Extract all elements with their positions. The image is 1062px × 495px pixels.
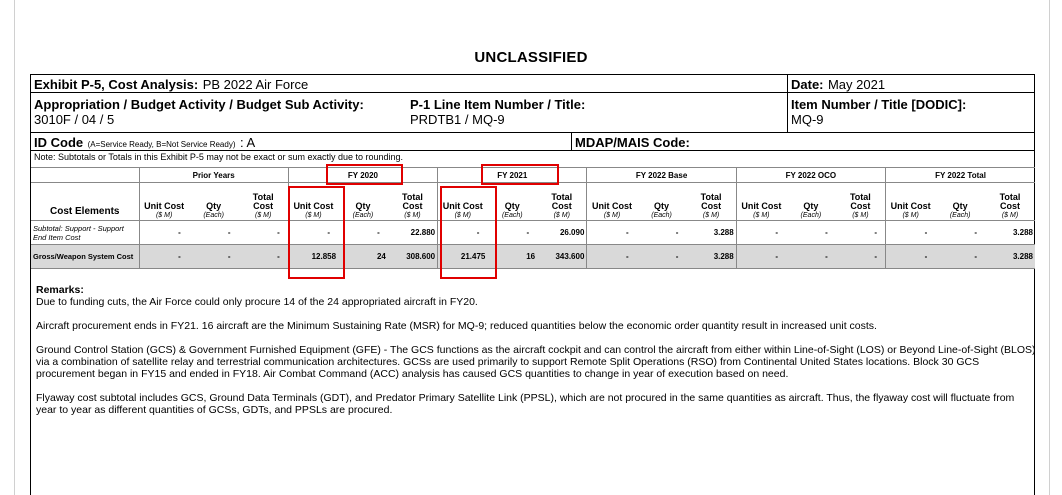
table-cell: - (338, 221, 388, 245)
column-header (886, 183, 936, 221)
table-cell: - (736, 221, 786, 245)
column-header (935, 183, 985, 221)
exhibit-value: PB 2022 Air Force (202, 77, 309, 92)
column-header (239, 183, 289, 221)
column-units: ($ M) (255, 212, 272, 219)
column-title: Total (402, 192, 423, 202)
table-cell: - (139, 221, 189, 245)
column-units: (Each) (949, 212, 971, 219)
table-cell: - (438, 221, 488, 245)
table-row (31, 221, 1035, 245)
column-header (786, 183, 836, 221)
id-code-label: ID Code (34, 135, 84, 150)
table-cell: - (836, 221, 886, 245)
table-cell: - (189, 245, 239, 269)
column-units: (Each) (203, 212, 224, 219)
column-header (736, 183, 786, 221)
table-cell: 21.475 (438, 245, 488, 269)
exhibit-header-row (31, 75, 1034, 93)
column-units: ($ M) (852, 212, 869, 219)
column-title: Qty (206, 201, 222, 211)
table-cell: - (637, 221, 687, 245)
table-row (31, 245, 1035, 269)
column-header (686, 183, 736, 221)
table-cell: - (587, 221, 637, 245)
table-cell: - (637, 245, 687, 269)
cost-table (31, 167, 1035, 269)
table-cell: - (239, 221, 289, 245)
table-cell: 24 (338, 245, 388, 269)
row-label: Gross/Weapon System Cost (31, 245, 139, 269)
column-header (537, 183, 587, 221)
column-units: ($ M) (603, 212, 621, 219)
column-units: ($ M) (155, 212, 173, 219)
column-header (189, 183, 239, 221)
item-number-value: MQ-9 (791, 112, 824, 127)
column-title: Cost (253, 201, 274, 211)
table-cell: - (288, 221, 338, 245)
column-title: Unit Cost (442, 201, 483, 211)
classification-banner: UNCLASSIFIED (474, 49, 588, 66)
p1-line-item-label: P-1 Line Item Number / Title: (410, 97, 586, 112)
column-header (836, 183, 886, 221)
table-cell: 26.090 (537, 221, 587, 245)
column-title: Qty (504, 201, 520, 211)
remark-paragraph: Due to funding cuts, the Air Force could only procure 14 of the 24 appropriated aircraft in FY20. (36, 296, 478, 308)
group-header: FY 2022 OCO (736, 168, 885, 183)
table-cell: - (587, 245, 637, 269)
p1-line-item-value: PRDTB1 / MQ-9 (410, 112, 505, 127)
id-code-row (31, 133, 1034, 151)
column-title: Total (999, 192, 1021, 202)
group-header: FY 2020 (288, 168, 437, 183)
column-title: Total (551, 192, 573, 202)
appropriation-label: Appropriation / Budget Activity / Budget Sub Activity: (34, 97, 364, 112)
group-header: Prior Years (139, 168, 288, 183)
column-header (438, 183, 488, 221)
table-cell: 12.858 (288, 245, 338, 269)
group-header: FY 2021 (438, 168, 587, 183)
column-title: Cost (1000, 201, 1021, 211)
column-title: Unit Cost (890, 201, 931, 211)
column-units: ($ M) (454, 212, 471, 219)
remark-paragraph: Flyaway cost subtotal includes GCS, Ground Data Terminals (GDT), and Predator Primary Satellite Link (PPSL), which are not procured in the same quantities as aircraft. Thus, the flyaway cost will fluctuate from year to year as different quantities of GCSs, GDTs, and PPSLs are procured. (36, 392, 1015, 416)
column-title: Cost (701, 201, 722, 211)
column-header (487, 183, 537, 221)
table-cell: 3.288 (985, 245, 1035, 269)
column-title: Cost (850, 201, 871, 211)
column-title: Qty (803, 201, 819, 211)
table-cell: 343.600 (537, 245, 587, 269)
table-cell: - (786, 221, 836, 245)
table-cell: - (736, 245, 786, 269)
table-cell: 3.288 (686, 221, 736, 245)
column-header (388, 183, 438, 221)
remarks-title: Remarks: (36, 284, 84, 296)
column-units: (Each) (651, 212, 672, 219)
column-units: ($ M) (305, 212, 322, 219)
column-units: (Each) (501, 212, 523, 219)
appropriation-value: 3010F / 04 / 5 (34, 112, 115, 127)
rounding-note: Note: Subtotals or Totals in this Exhibit P-5 may not be exact or sum exactly due to rounding. (34, 152, 404, 162)
item-number-label: Item Number / Title [DODIC]: (791, 97, 967, 112)
table-cell: - (487, 221, 537, 245)
row-label: Subtotal: Support - Support End Item Cost (31, 221, 139, 245)
column-units: ($ M) (702, 212, 720, 219)
column-units: ($ M) (404, 212, 421, 219)
column-units: ($ M) (553, 212, 570, 219)
column-title: Cost (551, 201, 572, 211)
column-title: Unit Cost (144, 201, 185, 211)
column-title: Unit Cost (741, 201, 782, 211)
column-header (139, 183, 189, 221)
column-title: Qty (952, 201, 968, 211)
table-cell: 308.600 (388, 245, 438, 269)
appropriation-row (31, 93, 1034, 133)
column-units: ($ M) (902, 212, 919, 219)
column-header (288, 183, 338, 221)
table-cell: 16 (487, 245, 537, 269)
table-cell: - (886, 221, 936, 245)
column-units: (Each) (352, 212, 374, 219)
column-title: Unit Cost (293, 201, 334, 211)
remark-paragraph: Aircraft procurement ends in FY21. 16 aircraft are the Minimum Sustaining Rate (MSR) for MQ-9; reduced quantities below the economic order quantity result in increased unit costs. (36, 320, 877, 332)
column-header (587, 183, 637, 221)
exhibit-label: Exhibit P-5, Cost Analysis: (34, 77, 199, 92)
column-title: Total (849, 192, 871, 202)
date-label: Date: (791, 77, 824, 92)
id-code-value: : A (239, 135, 256, 150)
date-value: May 2021 (827, 77, 886, 92)
table-cell: - (139, 245, 189, 269)
column-title: Total (700, 192, 722, 202)
group-header: FY 2022 Total (886, 168, 1035, 183)
column-title: Cost (402, 201, 423, 211)
column-title: Unit Cost (592, 201, 633, 211)
table-cell: - (786, 245, 836, 269)
group-header-row (31, 168, 1035, 183)
table-cell: 22.880 (388, 221, 438, 245)
table-cell: - (886, 245, 936, 269)
column-header (637, 183, 687, 221)
column-title: Qty (654, 201, 670, 211)
column-units: ($ M) (1001, 212, 1019, 219)
mdap-label: MDAP/MAIS Code: (575, 135, 690, 150)
cost-elements-header: Cost Elements (50, 206, 120, 217)
table-cell: - (189, 221, 239, 245)
remarks-section (36, 284, 1036, 428)
id-code-hint: (A=Service Ready, B=Not Service Ready) (87, 140, 236, 149)
column-header (985, 183, 1035, 221)
remark-paragraph: Ground Control Station (GCS) & Government Furnished Equipment (GFE) - The GCS functions as the aircraft cockpit and can control the aircraft from either within Line-of-Sight (LOS) or Beyond Line-of-Sight (BLOS) via a combination of satellite relay and terrestrial communication architectures. GCSs are used primarily to support Remote Split Operations (RSO) from Continental United States locations. Block 30 GCS procurement began in FY15 and ended in FY18. Air Combat Command (ACC) analysis has caused GCS quantities to change in year of execution based on need. (36, 344, 1036, 380)
column-units: ($ M) (753, 212, 770, 219)
table-cell: 3.288 (985, 221, 1035, 245)
column-title: Total (252, 192, 274, 202)
table-cell: - (836, 245, 886, 269)
table-cell: - (239, 245, 289, 269)
table-cell: - (935, 245, 985, 269)
table-cell: 3.288 (686, 245, 736, 269)
column-title: Qty (355, 201, 371, 211)
column-header (338, 183, 388, 221)
column-units: (Each) (800, 212, 822, 219)
column-header-row (31, 183, 1035, 221)
table-cell: - (935, 221, 985, 245)
group-header: FY 2022 Base (587, 168, 736, 183)
